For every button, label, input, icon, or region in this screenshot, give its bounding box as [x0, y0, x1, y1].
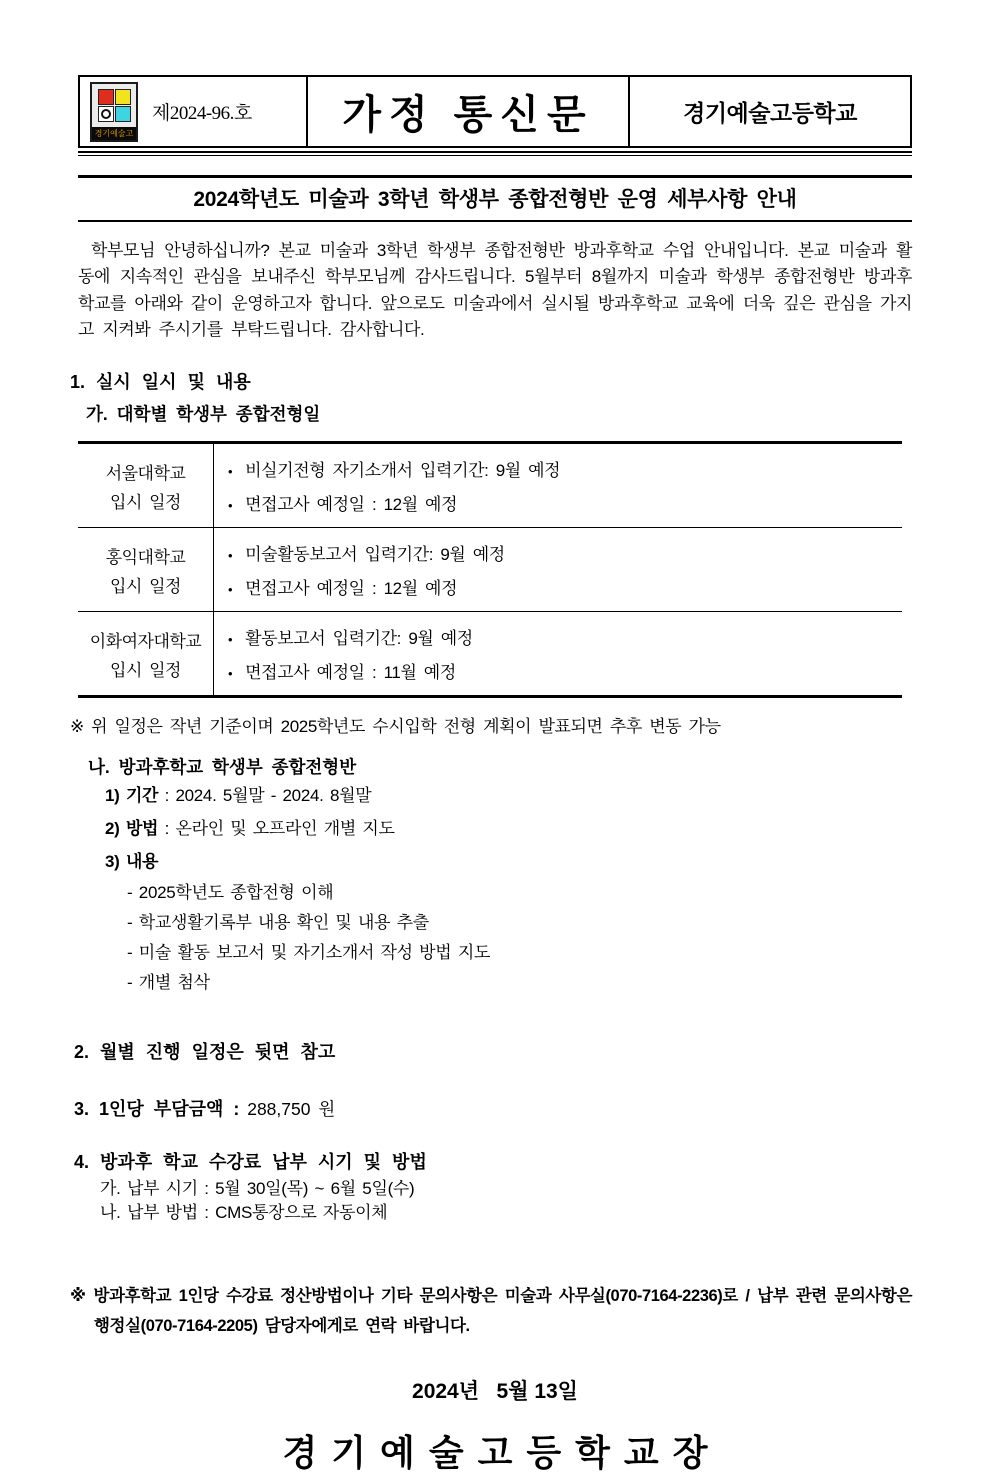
schedule-item-text: 면접고사 예정일 : 12월 예정: [245, 579, 458, 599]
schedule-item: [228, 658, 902, 683]
table-row: [78, 528, 902, 612]
header-title-cell: [308, 77, 630, 146]
college-cell: [78, 528, 214, 611]
college-name: 이화여자대학교: [89, 631, 202, 651]
payment-period-line: 가. 납부 시기 : 5월 30일(목) ~ 6월 5일(수): [100, 1179, 415, 1199]
notice-type-title: 가정 통신문: [342, 92, 594, 137]
program-period-label: 1) 기간: [105, 786, 159, 806]
table-row: [78, 444, 902, 528]
college-sub: 입시 일정: [110, 576, 181, 596]
college-name: 서울대학교: [105, 463, 186, 483]
schedule-item-text: 활동보고서 입력기간: 9월 예정: [245, 629, 473, 649]
payment-method-line: 나. 납부 방법 : CMS통장으로 자동이체: [100, 1203, 388, 1223]
admission-schedule-table: [78, 441, 902, 698]
document-number: 제2024-96.호: [152, 103, 252, 124]
schedule-item: [228, 456, 902, 481]
header: [78, 75, 912, 148]
page-title: 2024학년도 미술과 3학년 학생부 종합전형반 운영 세부사항 안내: [78, 175, 912, 222]
content-detail-item: - 2025학년도 종합전형 이해: [127, 883, 334, 903]
program-period-value: : 2024. 5월말 - 2024. 8월말: [158, 786, 372, 806]
schedule-item: [228, 574, 902, 599]
bullet-icon: •: [228, 464, 233, 480]
header-docno-cell: [80, 77, 308, 146]
schedule-item-text: 미술활동보고서 입력기간: 9월 예정: [245, 545, 505, 565]
college-name: 홍익대학교: [105, 547, 186, 567]
program-content-label: 3) 내용: [105, 852, 159, 872]
principal-signature: 경기예술고등학교장: [282, 1432, 722, 1474]
content-detail-item: - 미술 활동 보고서 및 자기소개서 작성 방법 지도: [127, 943, 491, 963]
program-method-label: 2) 방법: [105, 819, 159, 839]
schedule-items-cell: [214, 444, 902, 527]
schedule-item-text: 면접고사 예정일 : 11월 예정: [245, 663, 456, 683]
section4-heading: 4. 방과후 학교 수강료 납부 시기 및 방법: [74, 1152, 427, 1173]
program-period-line: [105, 779, 912, 812]
schedule-item: [228, 490, 902, 515]
section3-fee-line: [74, 1095, 912, 1121]
header-double-rule: [78, 151, 912, 156]
logo-cyan-square: [115, 106, 131, 122]
college-cell: [78, 444, 214, 527]
program-method-line: [105, 812, 912, 845]
schedule-item-text: 면접고사 예정일 : 12월 예정: [245, 495, 458, 515]
section2-heading: 2. 월별 진행 일정은 뒷면 참고: [74, 1042, 336, 1063]
table-row: [78, 612, 902, 695]
bullet-icon: •: [228, 582, 233, 598]
college-sub: 입시 일정: [110, 492, 181, 512]
schedule-items-cell: [214, 612, 902, 695]
logo-caption: 경기예술고: [92, 127, 136, 140]
content-detail-item: - 개별 첨삭: [127, 973, 210, 993]
schedule-items-cell: [214, 528, 902, 611]
school-logo: [90, 82, 138, 142]
college-cell: [78, 612, 214, 695]
payment-info-list: [78, 1177, 912, 1225]
section1-heading: 1. 실시 일시 및 내용: [70, 372, 251, 393]
school-name: 경기예술고등학교: [683, 100, 857, 126]
logo-circle-square: [98, 106, 114, 122]
college-sub: 입시 일정: [110, 660, 181, 680]
content-detail-item: - 학교생활기록부 내용 확인 및 내용 추출: [127, 913, 429, 933]
contact-note: ※ 방과후학교 1인당 수강료 정산방법이나 기타 문의사항은 미술과 사무실(070-7164-2236)로 / 납부 관련 문의사항은 행정실(070-7164-2205) 담당자에게로 연락 바랍니다.: [70, 1287, 912, 1336]
logo-grid-icon: [98, 89, 131, 122]
schedule-item-text: 비실기전형 자기소개서 입력기간: 9월 예정: [245, 461, 561, 481]
intro-paragraph: 학부모님 안녕하십니까? 본교 미술과 3학년 학생부 종합전형반 방과후학교 수업 안내입니다. 본교 미술과 활동에 지속적인 관심을 보내주신 학부모님께 감사드립니다. 5월부터 8월까지 미술과 학생부 종합전형반 방과후학교를 아래와 같이 운영하고자 합니다. 앞으로도 미술과에서 실시될 방과후학교 교육에 더욱 깊은 관심을 가지고 지켜봐 주시기를 부탁드립니다. 감사합니다.: [78, 241, 912, 340]
bullet-icon: •: [228, 632, 233, 648]
schedule-item: [228, 540, 902, 565]
bullet-icon: •: [228, 666, 233, 682]
bullet-icon: •: [228, 548, 233, 564]
schedule-disclaimer-note: ※ 위 일정은 작년 기준이며 2025학년도 수시입학 전형 계획이 발표되면 추후 변동 가능: [70, 717, 721, 737]
header-school-cell: [630, 77, 910, 146]
program-method-value: : 온라인 및 오프라인 개별 지도: [158, 819, 395, 839]
bullet-icon: •: [228, 498, 233, 514]
fee-amount: 288,750 원: [239, 1099, 336, 1120]
schedule-item: [228, 624, 902, 649]
program-content-line: [105, 845, 912, 878]
issue-date: 2024년 5월 13일: [412, 1380, 578, 1404]
section1-sub-b-heading: 나. 방과후학교 학생부 종합전형반: [88, 757, 357, 778]
logo-yellow-square: [115, 89, 131, 105]
logo-red-square: [98, 89, 114, 105]
section1-sub-a-heading: 가. 대학별 학생부 종합전형일: [86, 404, 321, 425]
fee-label: 3. 1인당 부담금액 :: [74, 1099, 240, 1120]
